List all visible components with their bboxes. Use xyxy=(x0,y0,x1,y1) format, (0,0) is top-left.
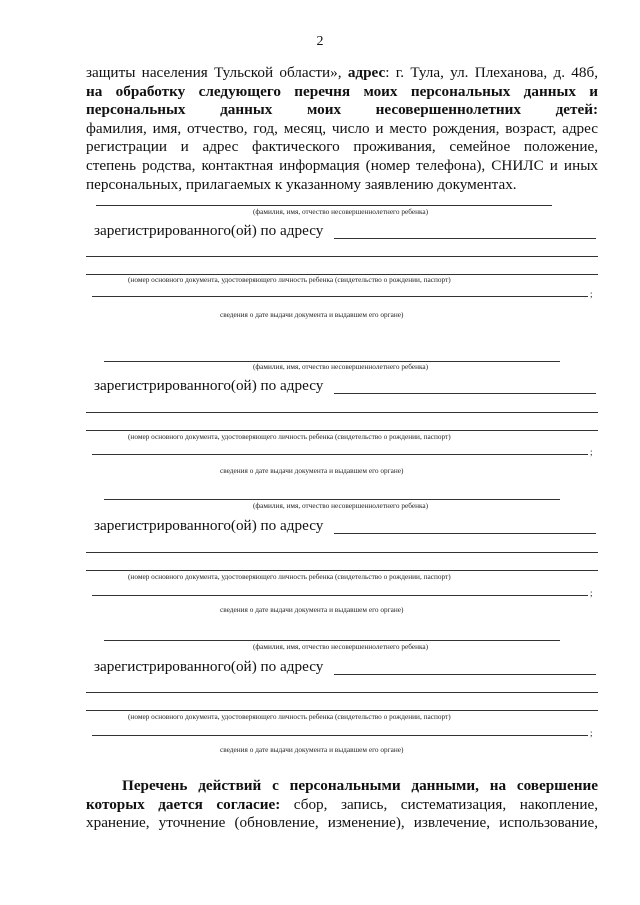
issue-caption: сведения о дате выдачи документа и выдавшем его органе) xyxy=(220,466,404,475)
address-line-2[interactable] xyxy=(86,552,598,553)
outro-line-2: которых дается согласие: сбор, запись, систематизация, накопление, xyxy=(86,795,598,813)
issue-line[interactable] xyxy=(92,595,588,596)
document-caption: (номер основного документа, удостоверяющего личность ребенка (свидетельство о рождении, паспорт) xyxy=(128,572,451,581)
fio-line[interactable] xyxy=(104,499,560,500)
intro-line-3: персональных данных моих несовершеннолетних детей: xyxy=(86,101,598,119)
fio-line[interactable] xyxy=(96,205,552,206)
address-line-1[interactable] xyxy=(334,533,596,534)
fio-caption: (фамилия, имя, отчество несовершеннолетнего ребенка) xyxy=(253,362,429,371)
document-line[interactable] xyxy=(86,710,598,711)
address-line-1[interactable] xyxy=(334,238,596,239)
issue-line[interactable] xyxy=(92,454,588,455)
issue-caption: сведения о дате выдачи документа и выдавшем его органе) xyxy=(220,745,404,754)
issue-caption: сведения о дате выдачи документа и выдавшем его органе) xyxy=(220,605,404,614)
page-number: 2 xyxy=(316,34,324,49)
address-line-1[interactable] xyxy=(334,393,596,394)
registered-label: зарегистрированного(ой) по адресу xyxy=(94,222,324,239)
actions-paragraph xyxy=(86,777,598,833)
intro-line-5: регистрации и адрес фактического проживания, семейное положение, xyxy=(86,138,598,156)
semicolon: ; xyxy=(590,447,593,457)
document-line[interactable] xyxy=(86,570,598,571)
address-line-2[interactable] xyxy=(86,412,598,413)
intro-line-2: на обработку следующего перечня моих персональных данных и xyxy=(86,82,598,100)
registered-label: зарегистрированного(ой) по адресу xyxy=(94,658,324,675)
address-line-2[interactable] xyxy=(86,256,598,257)
document-caption: (номер основного документа, удостоверяющего личность ребенка (свидетельство о рождении, паспорт) xyxy=(128,432,451,441)
issue-caption: сведения о дате выдачи документа и выдавшем его органе) xyxy=(220,310,404,319)
fio-line[interactable] xyxy=(104,640,560,641)
fio-caption: (фамилия, имя, отчество несовершеннолетнего ребенка) xyxy=(253,501,429,510)
registered-label: зарегистрированного(ой) по адресу xyxy=(94,517,324,534)
intro-line-1: защиты населения Тульской области», адрес: г. Тула, ул. Плеханова, д. 48б, xyxy=(86,64,598,81)
fio-caption: (фамилия, имя, отчество несовершеннолетнего ребенка) xyxy=(253,207,429,216)
outro-line-3: хранение, уточнение (обновление, изменение), извлечение, использование, xyxy=(86,814,598,832)
consent-intro xyxy=(86,64,598,194)
intro-line-4: фамилия, имя, отчество, год, месяц, число и место рождения, возраст, адрес xyxy=(86,119,598,137)
document-caption: (номер основного документа, удостоверяющего личность ребенка (свидетельство о рождении, паспорт) xyxy=(128,712,451,721)
document-line[interactable] xyxy=(86,430,598,431)
semicolon: ; xyxy=(590,588,593,598)
fio-caption: (фамилия, имя, отчество несовершеннолетнего ребенка) xyxy=(253,642,429,651)
registered-label: зарегистрированного(ой) по адресу xyxy=(94,377,324,394)
issue-line[interactable] xyxy=(92,735,588,736)
document-caption: (номер основного документа, удостоверяющего личность ребенка (свидетельство о рождении, паспорт) xyxy=(128,275,451,284)
issue-line[interactable] xyxy=(92,296,588,297)
semicolon: ; xyxy=(590,728,593,738)
intro-line-7: персональных, прилагаемых к указанному заявлению документах. xyxy=(86,175,517,193)
intro-line-6: степень родства, контактная информация (номер телефона), СНИЛС и иных xyxy=(86,156,598,174)
address-line-2[interactable] xyxy=(86,692,598,693)
outro-line-1: Перечень действий с персональными данными, на совершение xyxy=(122,777,598,794)
semicolon: ; xyxy=(590,289,593,299)
address-line-1[interactable] xyxy=(334,674,596,675)
